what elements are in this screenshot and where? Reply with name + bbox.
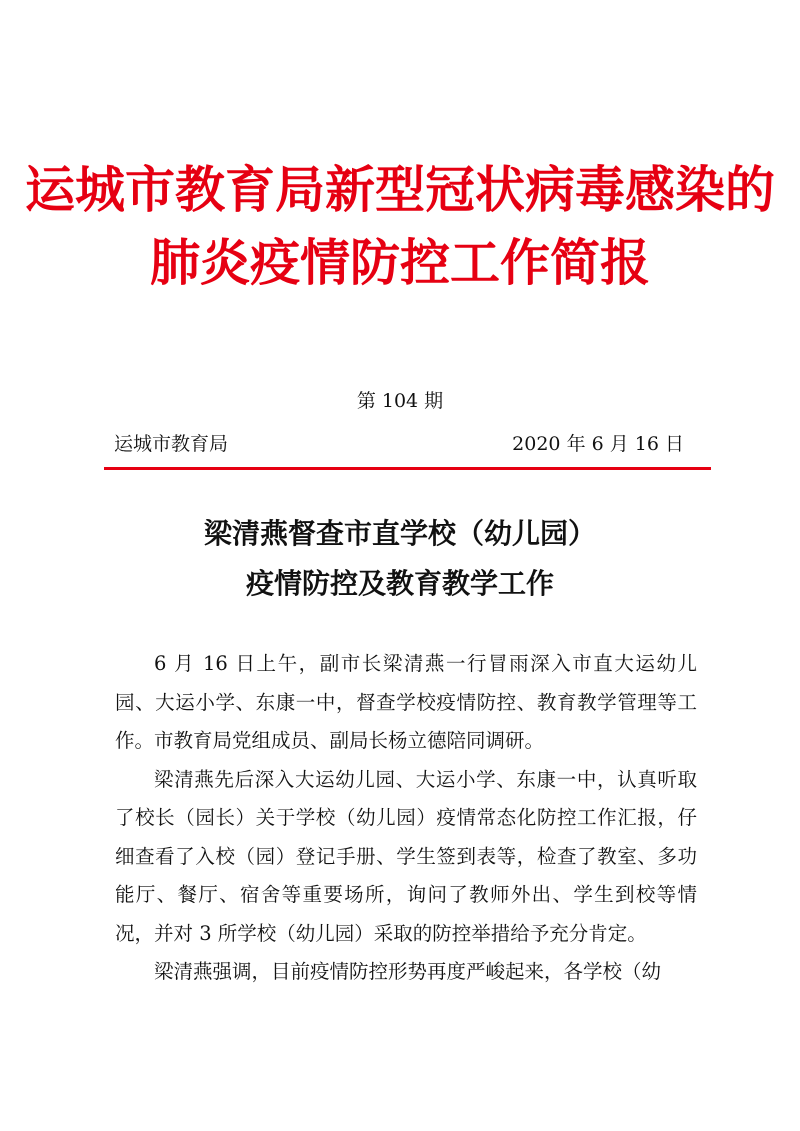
masthead-title-line-2: 肺炎疫情防控工作简报 [150,234,650,292]
masthead-title-line-1: 运城市教育局新型冠状病毒感染的 [25,161,775,219]
article-body [115,645,697,992]
body-paragraph-2: 梁清燕先后深入大运幼儿园、大运小学、东康一中，认真听取了校长（园长）关于学校（幼儿园）疫情常态化防控工作汇报，仔细查看了入校（园）登记手册、学生签到表等，检查了教室、多功能厅、餐厅、宿舍等重要场所，询问了教师外出、学生到校等情况，并对 3 所学校（幼儿园）采取的防控举措给予充分肯定。 [115,767,697,945]
red-divider-line [104,467,711,470]
issue-number: 第 104 期 [356,390,444,412]
issue-date: 2020 年 6 月 16 日 [512,433,684,455]
article-headline-line-2: 疫情防控及教育教学工作 [245,567,554,600]
article-headline-line-1: 梁清燕督查市直学校（幼儿园） [203,517,596,550]
body-paragraph-1: 6 月 16 日上午，副市长梁清燕一行冒雨深入市直大运幼儿园、大运小学、东康一中，督查学校疫情防控、教育教学管理等工作。市教育局党组成员、副局长杨立德陪同调研。 [115,652,697,752]
issuing-organization: 运城市教育局 [114,433,229,455]
body-paragraph-3: 梁清燕强调，目前疫情防控形势再度严峻起来，各学校（幼 [154,960,662,983]
